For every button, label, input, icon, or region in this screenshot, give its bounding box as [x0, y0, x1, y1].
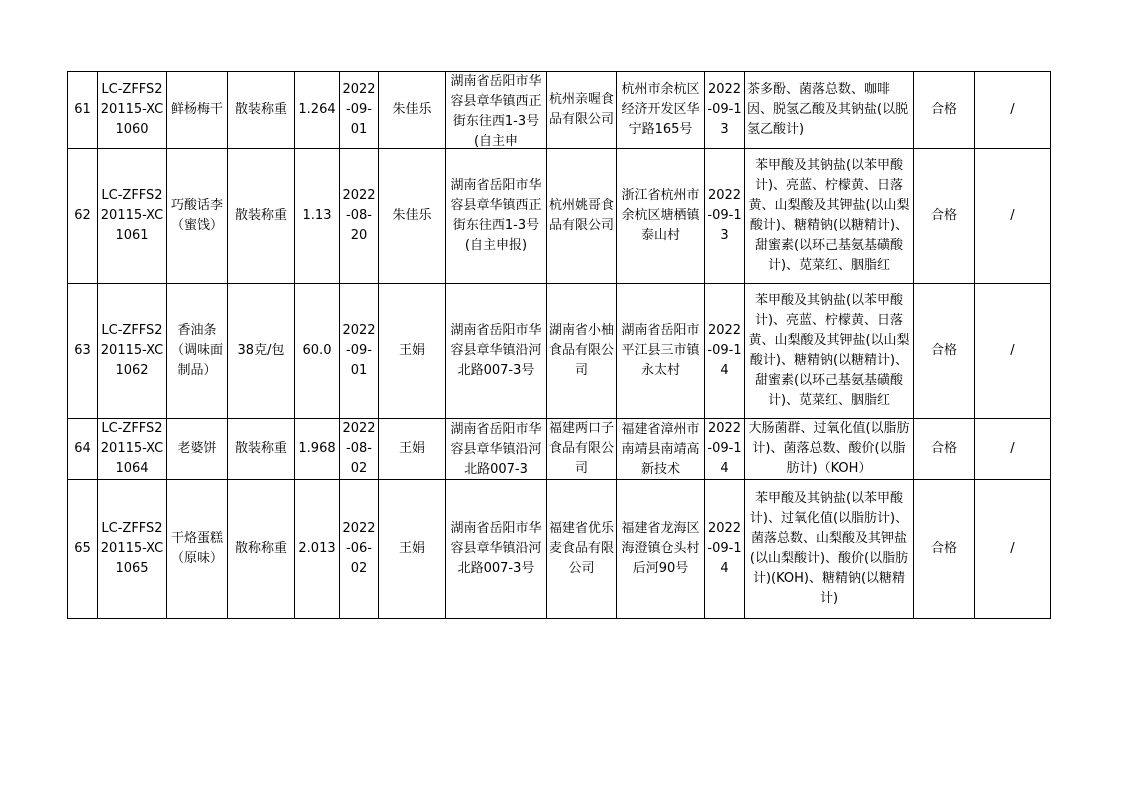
remark: / — [975, 72, 1051, 149]
production-date: 2022-06-02 — [340, 480, 379, 619]
sampled-unit: 王娟 — [379, 419, 446, 480]
test-items: 苯甲酸及其钠盐(以苯甲酸计)、过氧化值(以脂肪计)、菌落总数、山梨酸及其钾盐(以山梨酸计)、酸价(以脂肪计)(KOH)、糖精钠(以糖精计) — [745, 480, 914, 619]
test-date: 2022-09-13 — [705, 149, 745, 284]
result: 合格 — [914, 72, 975, 149]
test-items: 苯甲酸及其钠盐(以苯甲酸计)、亮蓝、柠檬黄、日落黄、山梨酸及其钾盐(以山梨酸计)、糖精钠(以糖精计)、甜蜜素(以环己基氨基磺酸计)、苋菜红、胭脂红 — [745, 284, 914, 419]
sampled-address: 湖南省岳阳市华容县章华镇沿河北路007-3号 — [446, 284, 547, 419]
product-name: 鲜杨梅干 — [167, 72, 228, 149]
quantity: 2.013 — [295, 480, 340, 619]
manufacturer: 福建两口子食品有限公司 — [547, 419, 617, 480]
manufacturer-address: 杭州市余杭区经济开发区华宁路165号 — [617, 72, 705, 149]
sampled-unit: 朱佳乐 — [379, 149, 446, 284]
table-row — [68, 284, 1051, 419]
product-name: 巧酸话李（蜜饯） — [167, 149, 228, 284]
table-row — [68, 72, 1051, 149]
manufacturer-address — [617, 419, 705, 480]
sampled-unit: 王娟 — [379, 284, 446, 419]
table-row — [68, 149, 1051, 284]
specification: 散装称重 — [228, 419, 295, 480]
sample-code: LC-ZFFS220115-XC1065 — [98, 480, 167, 619]
sample-code: LC-ZFFS220115-XC1061 — [98, 149, 167, 284]
manufacturer: 福建省优乐麦食品有限公司 — [547, 480, 617, 619]
manufacturer-address: 福建省龙海区海澄镇仓头村后河90号 — [617, 480, 705, 619]
result: 合格 — [914, 419, 975, 480]
sampled-address — [446, 419, 547, 480]
row-number: 63 — [68, 284, 98, 419]
sampled-unit: 王娟 — [379, 480, 446, 619]
sampled-address-text: 湖南省岳阳市华容县章华镇西正街东往西1-3号(自主申 — [450, 74, 542, 148]
product-name: 干烙蛋糕（原味） — [167, 480, 228, 619]
quantity: 1.13 — [295, 149, 340, 284]
production-date: 2022-08-02 — [340, 419, 379, 480]
sampled-unit: 朱佳乐 — [379, 72, 446, 149]
row-number: 62 — [68, 149, 98, 284]
remark: / — [975, 419, 1051, 480]
manufacturer-address-text: 福建省漳州市南靖县南靖高新技术 — [621, 422, 700, 477]
test-date: 2022-09-14 — [705, 284, 745, 419]
result: 合格 — [914, 480, 975, 619]
table-row — [68, 419, 1051, 480]
sampled-address: 湖南省岳阳市华容县章华镇沿河北路007-3号 — [446, 480, 547, 619]
specification: 散称称重 — [228, 480, 295, 619]
sample-code: LC-ZFFS220115-XC1060 — [98, 72, 167, 149]
product-name: 香油条（调味面制品） — [167, 284, 228, 419]
test-items: 大肠菌群、过氧化值(以脂肪计)、菌落总数、酸价(以脂肪计)（KOH） — [745, 419, 914, 480]
sample-code: LC-ZFFS220115-XC1064 — [98, 419, 167, 480]
manufacturer: 杭州姚哥食品有限公司 — [547, 149, 617, 284]
row-number: 61 — [68, 72, 98, 149]
sample-code: LC-ZFFS220115-XC1062 — [98, 284, 167, 419]
test-date: 2022-09-14 — [705, 480, 745, 619]
manufacturer: 湖南省小柚食品有限公司 — [547, 284, 617, 419]
manufacturer-address: 湖南省岳阳市平江县三市镇永太村 — [617, 284, 705, 419]
inspection-results-table — [67, 71, 1051, 619]
test-items: 苯甲酸及其钠盐(以苯甲酸计)、亮蓝、柠檬黄、日落黄、山梨酸及其钾盐(以山梨酸计)、糖精钠(以糖精计)、甜蜜素(以环己基氨基磺酸计)、苋菜红、胭脂红 — [745, 149, 914, 284]
row-number: 64 — [68, 419, 98, 480]
sampled-address-text: 湖南省岳阳市华容县章华镇沿河北路007-3 — [450, 422, 542, 477]
test-date: 2022-09-13 — [705, 72, 745, 149]
sampled-address: 湖南省岳阳市华容县章华镇西正街东往西1-3号(自主申报) — [446, 149, 547, 284]
remark: / — [975, 480, 1051, 619]
result: 合格 — [914, 149, 975, 284]
quantity: 60.0 — [295, 284, 340, 419]
manufacturer-address: 浙江省杭州市余杭区塘栖镇泰山村 — [617, 149, 705, 284]
specification: 散装称重 — [228, 149, 295, 284]
specification: 散装称重 — [228, 72, 295, 149]
row-number: 65 — [68, 480, 98, 619]
result: 合格 — [914, 284, 975, 419]
sampled-address — [446, 72, 547, 149]
manufacturer: 杭州亲喔食品有限公司 — [547, 72, 617, 149]
production-date: 2022-09-01 — [340, 284, 379, 419]
test-date: 2022-09-14 — [705, 419, 745, 480]
specification: 38克/包 — [228, 284, 295, 419]
remark: / — [975, 284, 1051, 419]
production-date: 2022-08-20 — [340, 149, 379, 284]
remark: / — [975, 149, 1051, 284]
product-name: 老婆饼 — [167, 419, 228, 480]
production-date: 2022-09-01 — [340, 72, 379, 149]
quantity: 1.968 — [295, 419, 340, 480]
test-items: 茶多酚、菌落总数、咖啡因、脱氢乙酸及其钠盐(以脱氢乙酸计) — [745, 72, 914, 149]
quantity: 1.264 — [295, 72, 340, 149]
table-row — [68, 480, 1051, 619]
